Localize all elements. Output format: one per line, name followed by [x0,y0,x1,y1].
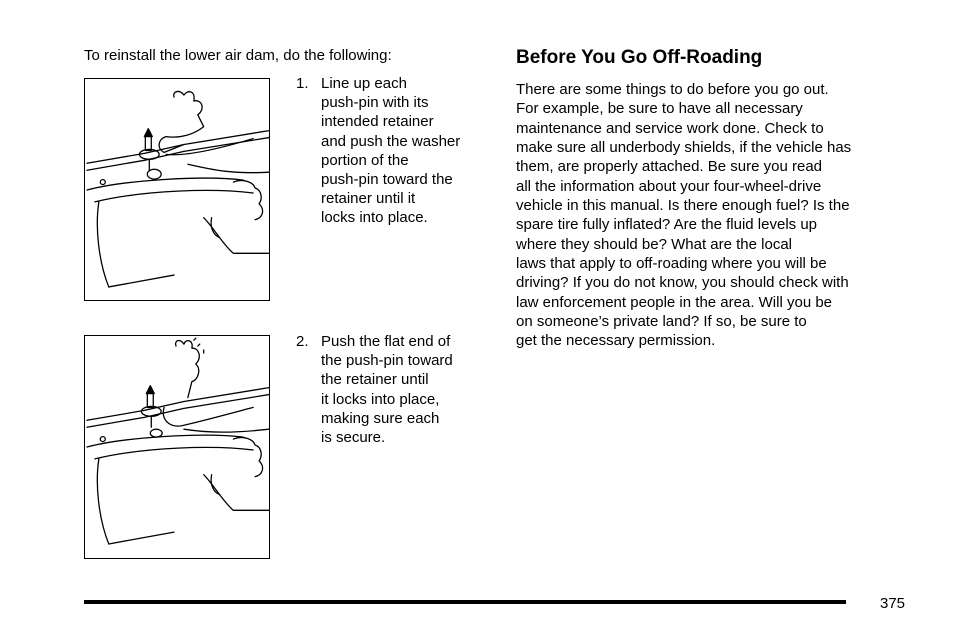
section-heading: Before You Go Off-Roading [516,47,763,68]
step-line: making sure each [321,409,440,427]
body-line: them, are properly attached. Be sure you read [516,158,823,176]
body-line: maintenance and service work done. Check to [516,119,824,137]
body-line: For example, be sure to have all necessary [516,100,803,118]
body-line: make sure all underbody shields, if the vehicle has [516,139,852,157]
body-line: vehicle in this manual. Is there enough fuel? Is the [516,197,850,215]
step-line: portion of the [321,151,409,169]
step-line: the push-pin toward [321,352,453,370]
illustration-push-washer [84,78,270,301]
footer-rule [84,600,846,604]
body-line: where they should be? What are the local [516,235,792,253]
step-line: and push the washer [321,132,461,150]
section-body [516,80,851,351]
step-number: 2. [296,333,309,350]
step-line: Line up each [321,75,407,92]
intro-text: To reinstall the lower air dam, do the following: [84,47,392,64]
body-line: law enforcement people in the area. Will you be [516,293,833,311]
step-line: retainer until it [321,190,416,208]
body-line: all the information about your four-wheel-drive [516,177,822,195]
step-line: is secure. [321,429,386,447]
step-line: push-pin with its [321,94,429,112]
body-line: on someone’s private land? If so, be sure to [516,313,807,331]
step-number: 1. [296,75,309,92]
page-number: 375 [880,595,906,612]
step-line: intended retainer [321,113,434,131]
body-line: driving? If you do not know, you should check with [516,274,849,292]
illustration-push-flat-end [84,335,270,559]
body-line: spare tire fully inflated? Are the fluid levels up [516,216,818,234]
body-line: get the necessary permission. [516,332,716,350]
body-line: laws that apply to off-roading where you will be [516,255,827,273]
step-line: locks into place. [321,209,428,227]
body-line: There are some things to do before you go out. [516,81,829,98]
step-line: push-pin toward the [321,171,453,189]
step-line: it locks into place, [321,390,440,408]
step-line: the retainer until [321,371,429,389]
step-line: Push the flat end of [321,333,451,350]
